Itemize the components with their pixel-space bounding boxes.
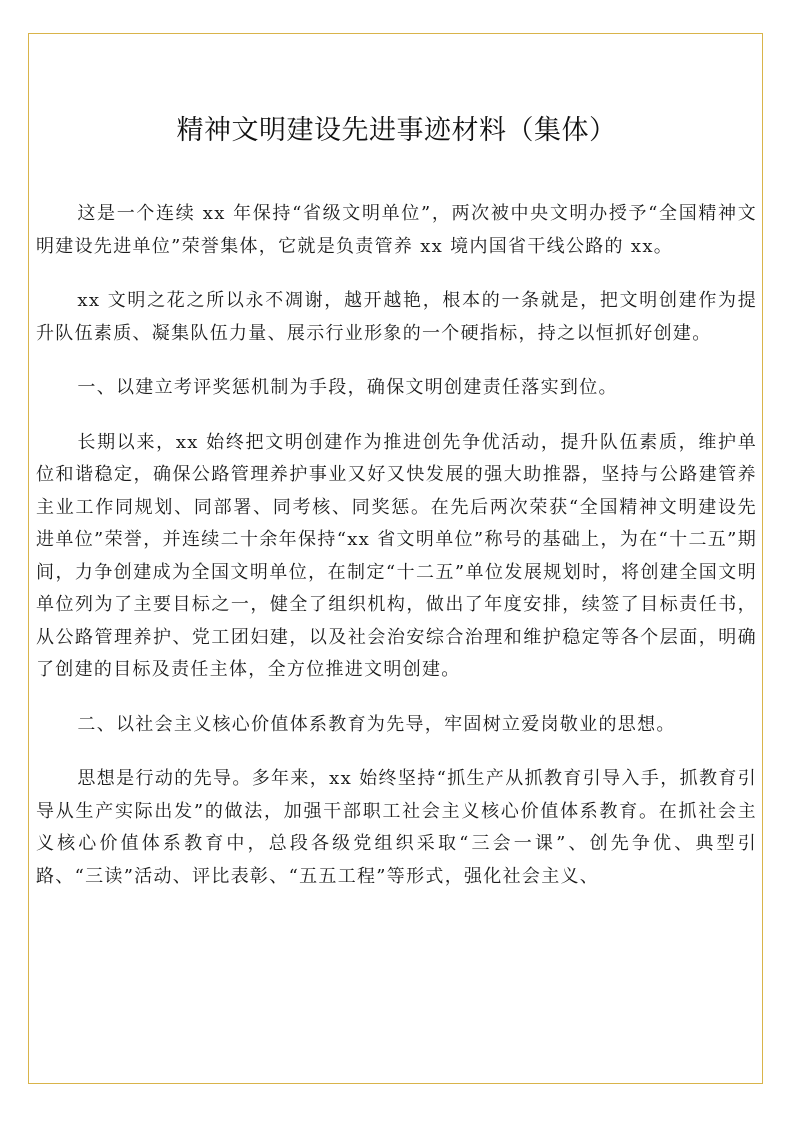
section-heading-two: 二、以社会主义核心价值体系教育为先导，牢固树立爱岗敬业的思想。	[77, 713, 676, 735]
paragraph-summary: xx 文明之花之所以永不凋谢，越开越艳，根本的一条就是，把文明创建作为提升队伍素质、凝集队伍力量、展示行业形象的一个硬指标，持之以恒抓好创建。	[36, 290, 757, 344]
paragraph-section-two: 思想是行动的先导。多年来，xx 始终坚持“抓生产从抓教育引导入手，抓教育引导从生产实际出发”的做法，加强干部职工社会主义核心价值体系教育。在抓社会主义核心价值体系教育中，总段各级党组织采取“三会一课”、创先争优、典型引路、“三读”活动、评比表彰、“五五工程”等形式，强化社会主义、	[36, 768, 757, 887]
paragraph-intro: 这是一个连续 xx 年保持“省级文明单位”，两次被中央文明办授予“全国精神文明建设先进单位”荣誉集体，它就是负责管养 xx 境内国省干线公路的 xx。	[36, 203, 757, 257]
section-heading-one: 一、以建立考评奖惩机制为手段，确保文明创建责任落实到位。	[77, 377, 618, 398]
document-title: 精神文明建设先进事迹材料（集体）	[176, 115, 617, 146]
paragraph-section-one: 长期以来，xx 始终把文明创建作为推进创先争优活动，提升队伍素质，维护单位和谐稳定，确保公路管理养护事业又好又快发展的强大助推器，坚持与公路建管养主业工作同规划、同部署、同考核、同奖惩。在先后两次荣获“全国精神文明建设先进单位”荣誉，并连续二十余年保持“xx 省文明单位”称号的基础上，为在“十二五”期间，力争创建成为全国文明单位，在制定“十二五”单位发展规划时，将创建全国文明单位列为了主要目标之一，健全了组织机构，做出了年度安排，续签了目标责任书，从公路管理养护、党工团妇建，以及社会治安综合治理和维护稳定等各个层面，明确了创建的目标及责任主体，全方位推进文明创建。	[36, 431, 757, 680]
document-body	[36, 198, 757, 915]
